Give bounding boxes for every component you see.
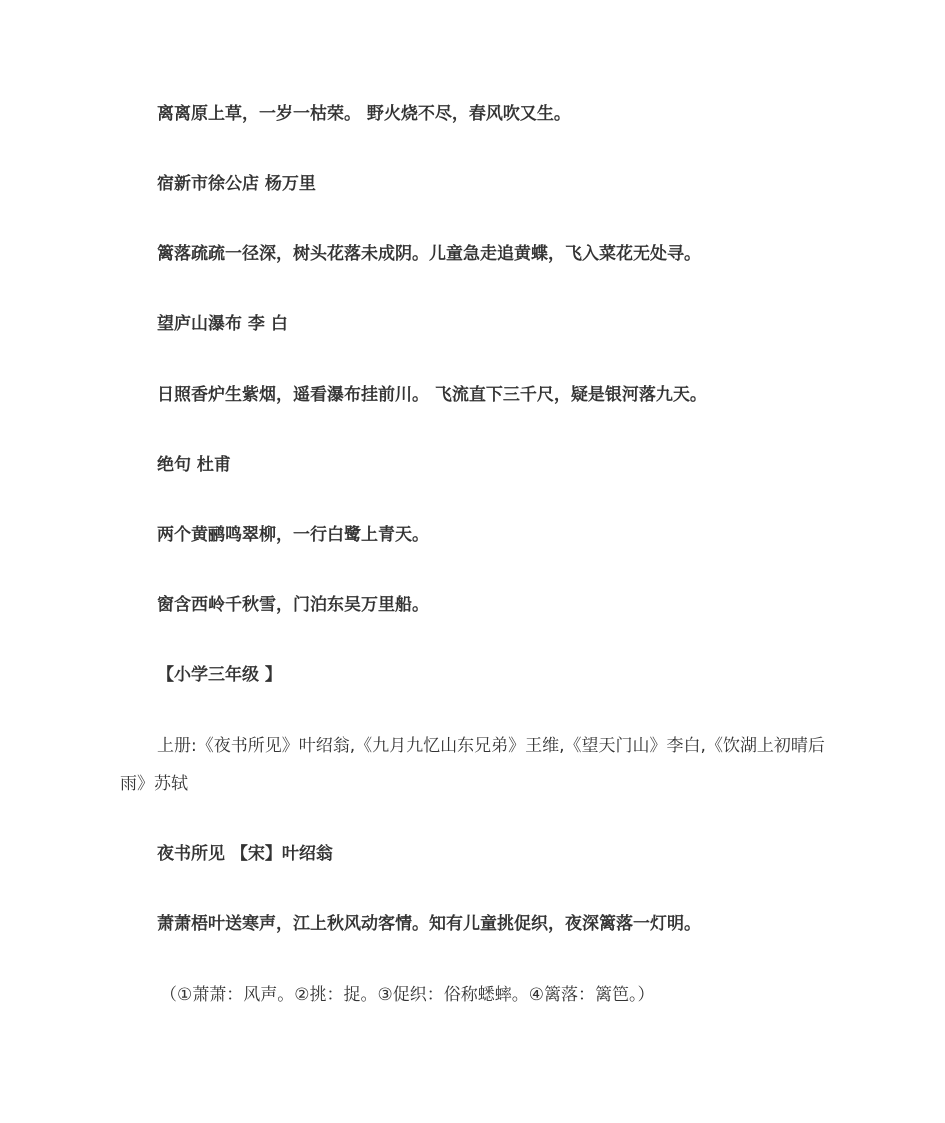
poem-title: 绝句 杜甫 (157, 455, 231, 475)
poem-line: 窗含西岭千秋雪，门泊东吴万里船。 (157, 595, 429, 615)
poem-line: 萧萧梧叶送寒声，江上秋风动客情。知有儿童挑促织，夜深篱落一灯明。 (157, 914, 701, 934)
poem-line: 日照香炉生紫烟，遥看瀑布挂前川。 飞流直下三千尺，疑是银河落九天。 (157, 385, 707, 405)
poem-title: 宿新市徐公店 杨万里 (157, 174, 316, 194)
poem-title: 夜书所见 【宋】叶绍翁 (157, 844, 333, 864)
poem-line: 离离原上草，一岁一枯荣。 野火烧不尽，春风吹又生。 (157, 104, 571, 124)
poem-title: 望庐山瀑布 李 白 (157, 314, 288, 334)
poem-line: 两个黄鹂鸣翠柳，一行白鹭上青天。 (157, 525, 429, 545)
poem-line: 篱落疏疏一径深，树头花落未成阴。儿童急走追黄蝶，飞入菜花无处寻。 (157, 244, 701, 264)
section-heading: 【小学三年级 】 (157, 665, 282, 685)
annotation-note: （①萧萧：风声。②挑：捉。③促织：俗称蟋蟀。④篱落：篱笆。） (160, 985, 655, 1005)
reading-list-paragraph: 上册:《夜书所见》叶绍翁,《九月九忆山东兄弟》王维,《望天门山》李白,《饮湖上初晴后雨》苏轼 (120, 736, 825, 794)
